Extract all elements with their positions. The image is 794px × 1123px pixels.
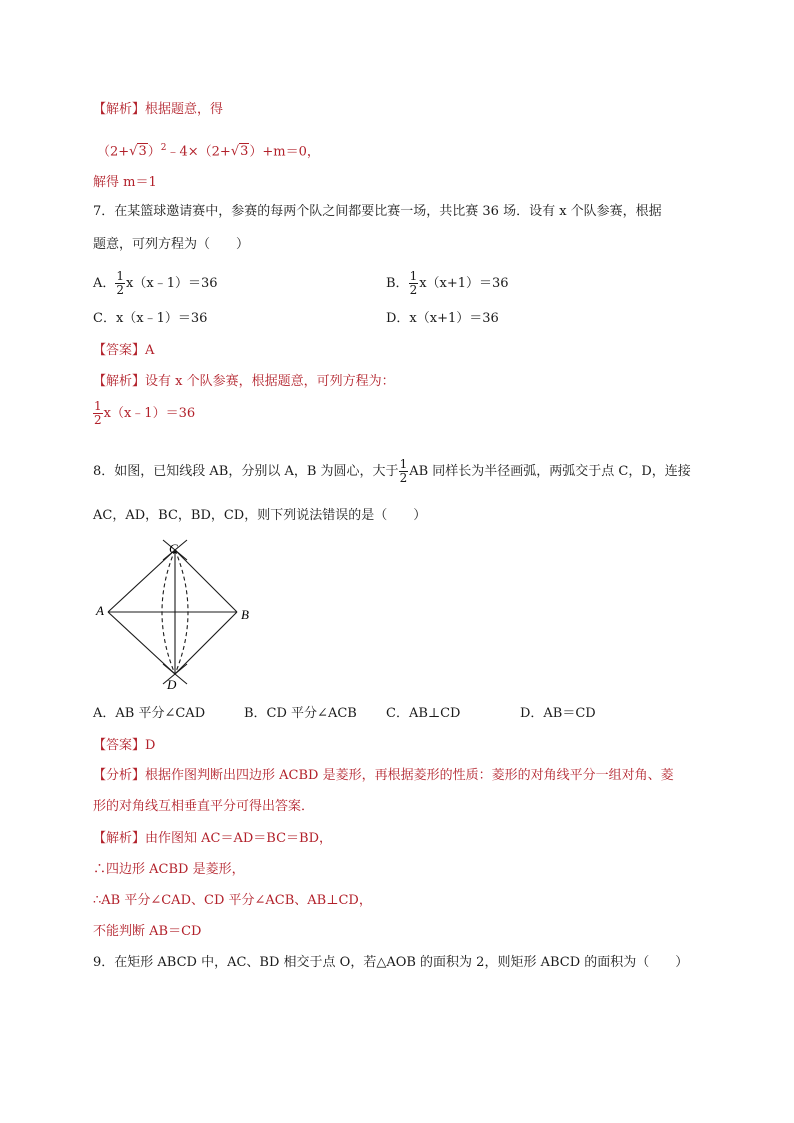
segment-ac — [108, 550, 175, 612]
q8-analysis-line2: 形的对角线互相垂直平分可得出答案． — [93, 799, 315, 814]
q8-solution-line2: ∴四边形 ACBD 是菱形， — [93, 862, 245, 877]
q8-solution-line3: ∴AB 平分∠CAD、CD 平分∠ACB、AB⊥CD， — [93, 893, 372, 908]
q8-option-d: D．AB＝CD — [520, 706, 596, 721]
q8-solution-line4: 不能判断 AB＝CD — [93, 924, 202, 939]
q8-option-b: B．CD 平分∠ACB — [244, 706, 357, 721]
q8-text-line1: 8．如图，已知线段 AB，分别以 A，B 为圆心，大于 $\frac{1}{2}$ AB 同样长为半径画弧，两弧交于点 C，D，连接 — [93, 457, 691, 485]
q8-option-c: C．AB⊥CD — [386, 706, 461, 721]
q7-option-d: D．x（x+1）＝36 — [386, 311, 499, 326]
q8-option-a: A．AB 平分∠CAD — [93, 706, 206, 721]
sol6-equation: $(2+√3)^2﹣4\times(2+√3)+m=0$， — [97, 143, 320, 160]
label-a: A — [96, 603, 104, 618]
q9-text: 9．在矩形 ABCD 中，AC、BD 相交于点 O，若△AOB 的面积为 2，则矩形 ABCD 的面积为（ ） — [93, 955, 689, 970]
sqrt-symbol: √3 — [129, 144, 147, 160]
fraction: $\frac{1}{2}$ — [94, 399, 102, 427]
sqrt-symbol: √3 — [230, 144, 249, 160]
q7-text-line2: 题意，可列方程为（ ） — [93, 237, 250, 252]
q7-text-line1: 7．在某篮球邀请赛中，参赛的每两个队之间都要比赛一场，共比赛 36 场．设有 x 个队参赛，根据 — [93, 204, 662, 219]
fraction: $\frac{1}{2}$ — [409, 269, 418, 297]
q7-option-c: C．x（x﹣1）＝36 — [93, 311, 208, 326]
q7-solution-equation: $\frac{1}{2}$ x（x﹣1）＝36 — [94, 399, 196, 427]
q8-text-line2: AC，AD，BC，BD，CD，则下列说法错误的是（ ） — [93, 508, 427, 523]
solution-text: 根据题意，得 — [145, 102, 224, 117]
q7-solution: 【解析】设有 x 个队参赛，根据题意，可列方程为： — [93, 374, 395, 389]
fraction: $\frac{1}{2}$ — [399, 457, 408, 485]
label-b: B — [241, 607, 249, 622]
fraction: $\frac{1}{2}$ — [116, 269, 125, 297]
solution-label: 【解析】 — [93, 102, 146, 117]
rhombus-figure — [93, 538, 263, 693]
segment-bd — [175, 612, 237, 674]
label-d: D — [167, 677, 177, 692]
label-c: C — [169, 541, 178, 556]
q8-analysis-line1: 【分析】根据作图判断出四边形 ACBD 是菱形，再根据菱形的性质：菱形的对角线平分一组对角、菱 — [93, 768, 674, 783]
sol6-result: 解得 m＝1 — [93, 175, 157, 190]
q8-answer: 【答案】D — [93, 738, 156, 753]
sol6-line — [93, 101, 223, 119]
q7-option-b: B． $\frac{1}{2}$ x（x+1）＝36 — [386, 269, 509, 297]
q7-option-a: A． $\frac{1}{2}$ x（x﹣1）＝36 — [93, 269, 218, 297]
q8-solution-line1: 【解析】由作图知 AC＝AD＝BC＝BD， — [93, 831, 333, 846]
segment-cb — [175, 550, 237, 612]
q7-answer: 【答案】A — [93, 343, 155, 358]
